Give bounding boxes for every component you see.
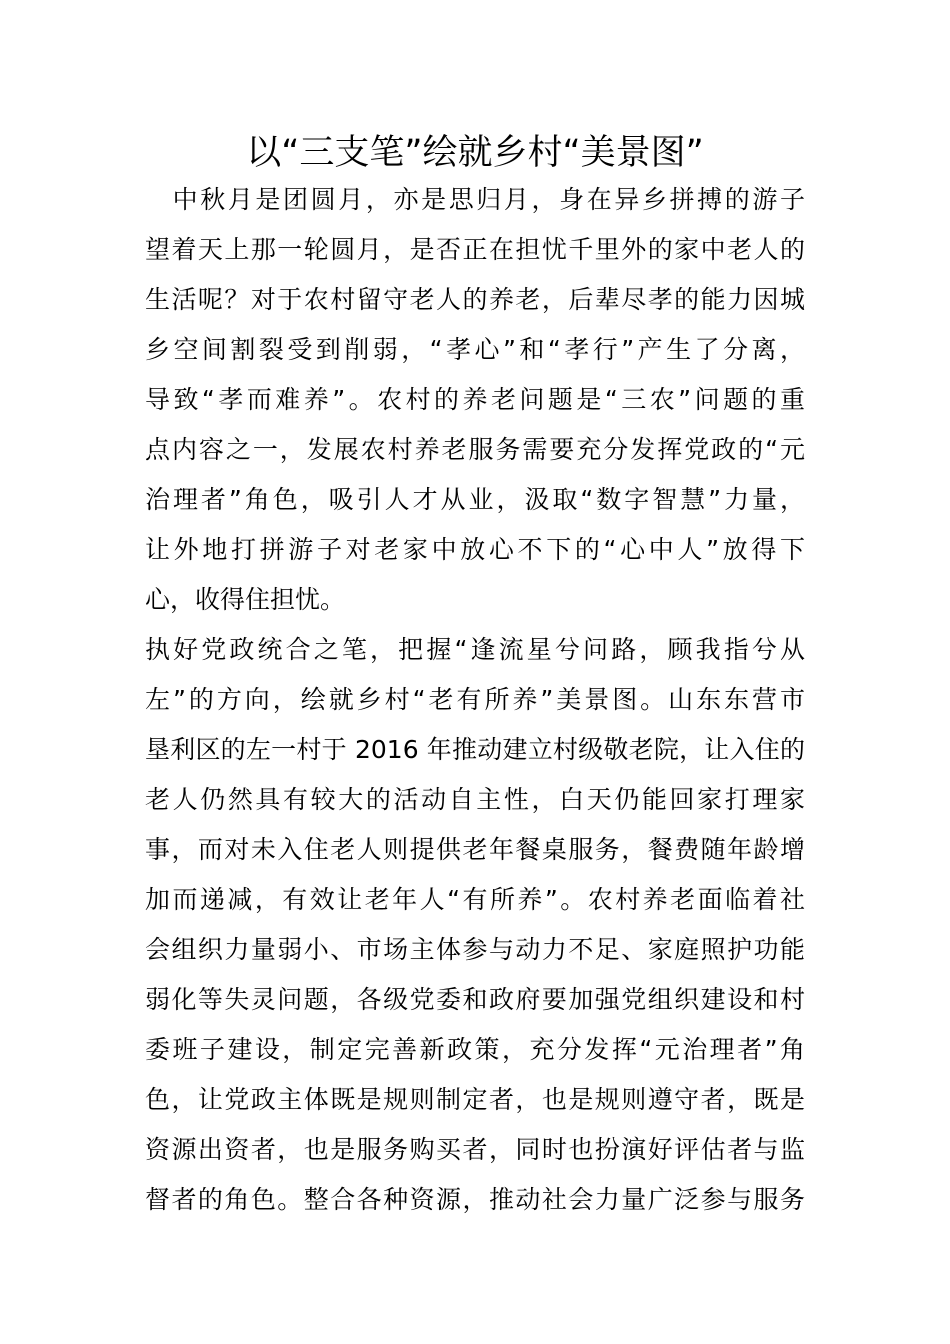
page-title: 以“三支笔”绘就乡村“美景图” [246,133,704,173]
body-line-3: 生活呢？对于农村留守老人的养老，后辈尽孝的能力因城 [145,285,805,314]
body-line-19: 色，让党政主体既是规则制定者，也是规则遵守者，既是 [145,1085,805,1114]
body-line-14: 事，而对未入住老人则提供老年餐桌服务，餐费随年龄增 [145,835,805,864]
body-line-8: 让外地打拼游子对老家中放心不下的“心中人”放得下 [145,535,805,564]
body-line-7: 治理者”角色，吸引人才从业，汲取“数字智慧”力量， [145,485,805,514]
body-line-16: 会组织力量弱小、市场主体参与动力不足、家庭照护功能 [145,935,805,964]
body-line-4: 乡空间割裂受到削弱，“孝心”和“孝行”产生了分离， [145,335,805,364]
body-line-11: 左”的方向，绘就乡村“老有所养”美景图。山东东营市 [145,685,805,714]
body-line-10: 执好党政统合之笔，把握“逢流星兮问路，顾我指兮从 [145,635,805,664]
body-line-13: 老人仍然具有较大的活动自主性，白天仍能回家打理家 [145,785,805,814]
body-line-17: 弱化等失灵问题，各级党委和政府要加强党组织建设和村 [145,985,805,1014]
body-line-21: 督者的角色。整合各种资源，推动社会力量广泛参与服务 [145,1185,805,1214]
body-line-12: 垦利区的左一村于 2016 年推动建立村级敬老院，让入住的 [145,735,805,764]
body-line-20: 资源出资者，也是服务购买者，同时也扮演好评估者与监 [145,1135,805,1164]
body-line-2: 望着天上那一轮圆月，是否正在担忧千里外的家中老人的 [145,235,805,264]
body-line-15: 加而递减，有效让老年人“有所养”。农村养老面临着社 [145,885,805,914]
body-line-9: 心，收得住担忧。 [145,585,346,614]
body-line-18: 委班子建设，制定完善新政策，充分发挥“元治理者”角 [145,1035,805,1064]
body-line-6: 点内容之一，发展农村养老服务需要充分发挥党政的“元 [145,435,805,464]
body-line-1: 中秋月是团圆月，亦是思归月，身在异乡拼搏的游子 [145,185,805,214]
body-line-5: 导致“孝而难养”。农村的养老问题是“三农”问题的重 [145,385,805,414]
